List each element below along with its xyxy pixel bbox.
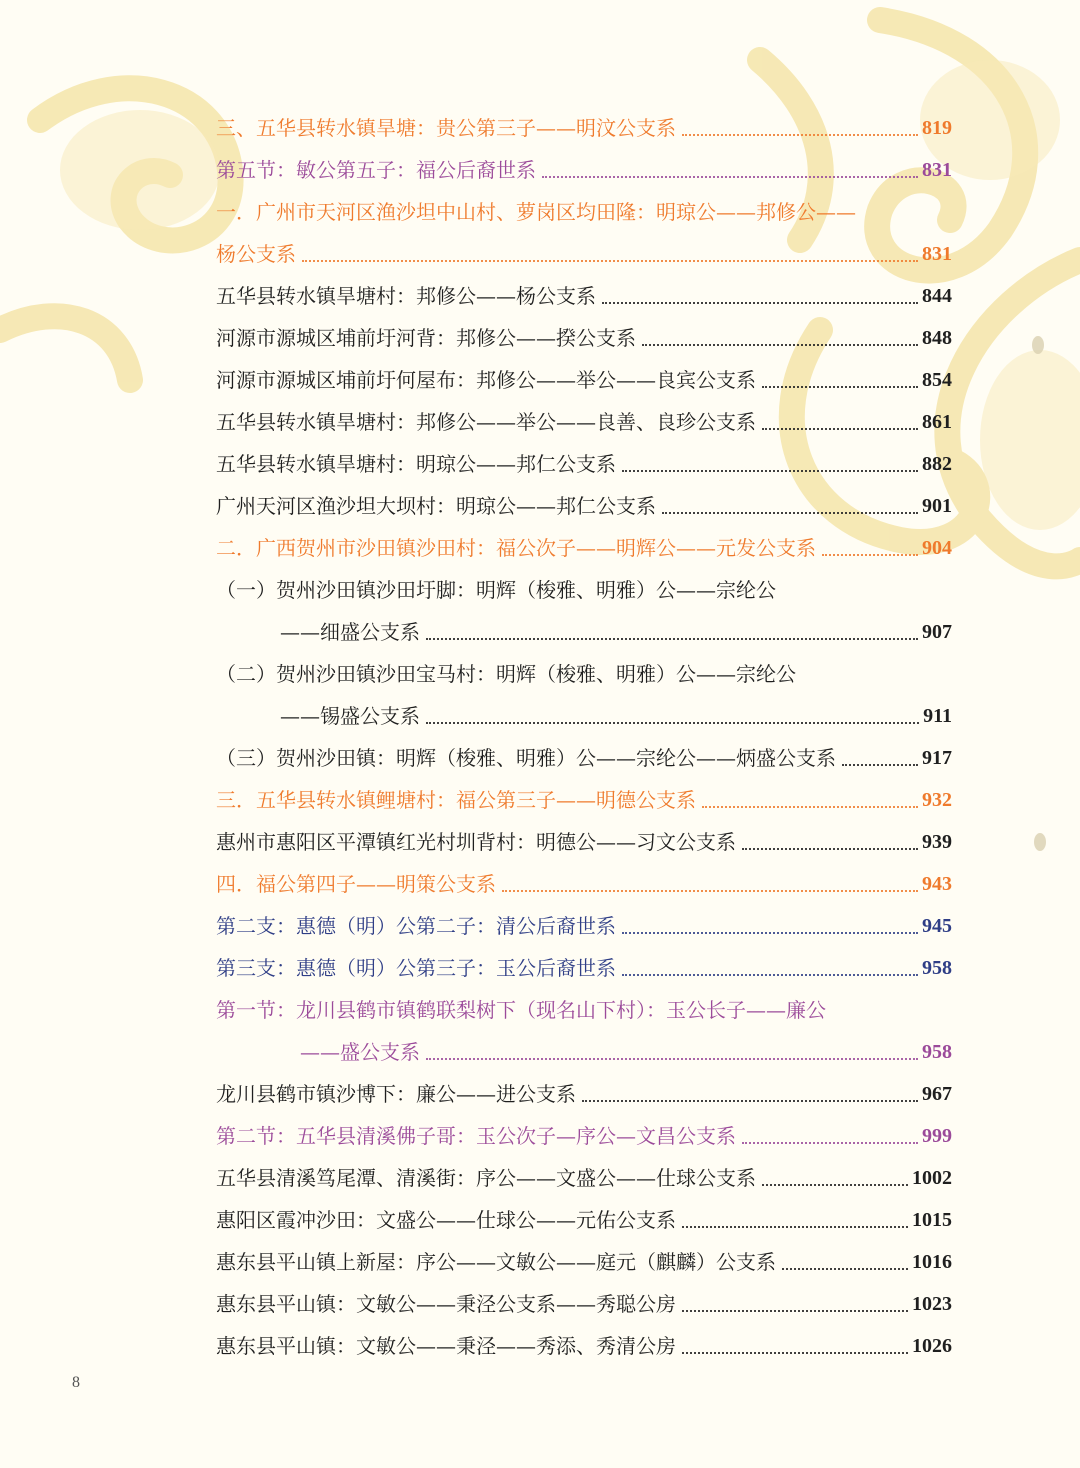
toc-entry-title: 一．广州市天河区渔沙坦中山村、萝岗区均田隆：明琼公——邦修公—— (216, 200, 856, 224)
toc-entry-page: 958 (922, 1041, 952, 1063)
toc-entry-title: （二）贺州沙田镇沙田宝马村：明辉（梭雅、明雅）公——宗纶公 (216, 662, 796, 686)
toc-entry[interactable] (216, 1283, 952, 1325)
toc-entry-page: 1002 (912, 1167, 952, 1189)
toc-entry-title: （三）贺州沙田镇：明辉（梭雅、明雅）公——宗纶公——炳盛公支系 (216, 746, 836, 770)
leader-dots (426, 1054, 918, 1060)
toc-entry[interactable] (216, 1241, 952, 1283)
toc-entry-title: 二．广西贺州市沙田镇沙田村：福公次子——明辉公——元发公支系 (216, 536, 816, 560)
leader-dots (426, 634, 918, 640)
toc-entry-page: 882 (922, 453, 952, 475)
toc-entry-page: 854 (922, 369, 952, 391)
toc-entry-title: 第五节：敏公第五子：福公后裔世系 (216, 158, 536, 182)
page-number: 8 (72, 1374, 80, 1391)
toc-entry-page: 848 (922, 327, 952, 349)
leader-dots (762, 424, 918, 430)
toc-entry-title: 四．福公第四子——明策公支系 (216, 872, 496, 896)
toc-entry-title: 广州天河区渔沙坦大坝村：明琼公——邦仁公支系 (216, 494, 656, 518)
toc-entry-page: 861 (922, 411, 952, 433)
toc-entry[interactable] (216, 233, 952, 275)
toc-entry-title: 惠东县平山镇：文敏公——秉泾公支系——秀聪公房 (216, 1292, 676, 1316)
leader-dots (582, 1096, 918, 1102)
toc-entry-page: 1023 (912, 1293, 952, 1315)
toc-entry-page: 958 (922, 957, 952, 979)
leader-dots (762, 382, 918, 388)
toc-entry[interactable] (216, 485, 952, 527)
toc-entry-title: 五华县清溪笃尾潭、清溪街：序公——文盛公——仕球公支系 (216, 1166, 756, 1190)
leader-dots (782, 1264, 908, 1270)
toc-entry-title: 第一节：龙川县鹤市镇鹤联梨树下（现名山下村）：玉公长子——廉公 (216, 998, 826, 1022)
toc-entry[interactable] (216, 1199, 952, 1241)
toc-entry-page: 1015 (912, 1209, 952, 1231)
toc-entry-page: 911 (923, 705, 952, 727)
toc-entry-title: 三．五华县转水镇鲤塘村：福公第三子——明德公支系 (216, 788, 696, 812)
toc-entry-page: 999 (922, 1125, 952, 1147)
toc-entry-page: 831 (922, 159, 952, 181)
leader-dots (682, 1306, 908, 1312)
toc-entry[interactable] (216, 779, 952, 821)
leader-dots (602, 298, 918, 304)
toc-entry[interactable] (216, 653, 952, 695)
toc-entry-title: 三、五华县转水镇旱塘：贵公第三子——明汶公支系 (216, 116, 676, 140)
leader-dots (622, 970, 918, 976)
toc-entry-title: 惠阳区霞冲沙田：文盛公——仕球公——元佑公支系 (216, 1208, 676, 1232)
toc-entry-title: （一）贺州沙田镇沙田圩脚：明辉（梭雅、明雅）公——宗纶公 (216, 578, 776, 602)
leader-dots (622, 928, 918, 934)
toc-entry[interactable] (300, 1031, 952, 1073)
toc-entry[interactable] (216, 569, 952, 611)
toc-entry[interactable] (216, 1157, 952, 1199)
toc-entry-page: 844 (922, 285, 952, 307)
toc-entry-page: 967 (922, 1083, 952, 1105)
toc-entry[interactable] (216, 527, 952, 569)
toc-entry[interactable] (216, 359, 952, 401)
toc-entry-page: 939 (922, 831, 952, 853)
leader-dots (742, 1138, 918, 1144)
toc-entry-title: 第二支：惠德（明）公第二子：清公后裔世系 (216, 914, 616, 938)
toc-entry-title: 五华县转水镇旱塘村：邦修公——杨公支系 (216, 284, 596, 308)
leader-dots (702, 802, 918, 808)
toc-entry-page: 1016 (912, 1251, 952, 1273)
toc-entry[interactable] (216, 317, 952, 359)
toc-entry[interactable] (216, 191, 952, 233)
leader-dots (302, 256, 918, 262)
toc-entry[interactable] (216, 1325, 952, 1367)
toc-entry-page: 1026 (912, 1335, 952, 1357)
toc-entry[interactable] (216, 149, 952, 191)
leader-dots (762, 1180, 908, 1186)
toc-entry-title: 惠东县平山镇：文敏公——秉泾——秀添、秀清公房 (216, 1334, 676, 1358)
toc-entry[interactable] (216, 107, 952, 149)
toc-entry-page: 819 (922, 117, 952, 139)
toc-entry[interactable] (216, 989, 952, 1031)
leader-dots (642, 340, 918, 346)
toc-entry-title: 五华县转水镇旱塘村：邦修公——举公——良善、良珍公支系 (216, 410, 756, 434)
toc-entry-title: 五华县转水镇旱塘村：明琼公——邦仁公支系 (216, 452, 616, 476)
toc-entry[interactable] (216, 401, 952, 443)
toc-entry-page: 904 (922, 537, 952, 559)
leader-dots (542, 172, 918, 178)
toc-entry[interactable] (216, 863, 952, 905)
toc-entry-page: 901 (922, 495, 952, 517)
leader-dots (822, 550, 918, 556)
toc-entry-title: ——锡盛公支系 (280, 704, 420, 728)
toc-entry-title: 惠东县平山镇上新屋：序公——文敏公——庭元（麒麟）公支系 (216, 1250, 776, 1274)
leader-dots (842, 760, 918, 766)
toc-entry[interactable] (216, 821, 952, 863)
toc-entry[interactable] (216, 905, 952, 947)
leader-dots (426, 718, 919, 724)
leader-dots (682, 130, 918, 136)
leader-dots (502, 886, 918, 892)
leader-dots (622, 466, 918, 472)
toc-entry[interactable] (216, 737, 952, 779)
toc-entry[interactable] (216, 1115, 952, 1157)
leader-dots (682, 1348, 908, 1354)
leader-dots (742, 844, 918, 850)
toc-entry-title: ——盛公支系 (300, 1040, 420, 1064)
toc-entry-title: 河源市源城区埔前圩河背：邦修公——揆公支系 (216, 326, 636, 350)
toc-entry[interactable] (216, 443, 952, 485)
toc-entry[interactable] (280, 695, 952, 737)
toc-entry[interactable] (280, 611, 952, 653)
toc-entry[interactable] (216, 275, 952, 317)
toc-entry[interactable] (216, 1073, 952, 1115)
toc-entry-page: 831 (922, 243, 952, 265)
toc-entry[interactable] (216, 947, 952, 989)
toc-entry-title: 惠州市惠阳区平潭镇红光村圳背村：明德公——习文公支系 (216, 830, 736, 854)
toc-entry-page: 917 (922, 747, 952, 769)
leader-dots (662, 508, 918, 514)
toc-entry-page: 943 (922, 873, 952, 895)
toc-entry-title: 杨公支系 (216, 242, 296, 266)
toc-entry-title: 河源市源城区埔前圩何屋布：邦修公——举公——良宾公支系 (216, 368, 756, 392)
toc-entry-title: ——细盛公支系 (280, 620, 420, 644)
leader-dots (682, 1222, 908, 1228)
toc-entry-page: 907 (922, 621, 952, 643)
toc-entry-page: 945 (922, 915, 952, 937)
toc-entry-title: 第三支：惠德（明）公第三子：玉公后裔世系 (216, 956, 616, 980)
toc-entry-title: 龙川县鹤市镇沙博下：廉公——进公支系 (216, 1082, 576, 1106)
toc-entry-page: 932 (922, 789, 952, 811)
toc-entry-title: 第二节：五华县清溪佛子哥：玉公次子—序公—文昌公支系 (216, 1124, 736, 1148)
